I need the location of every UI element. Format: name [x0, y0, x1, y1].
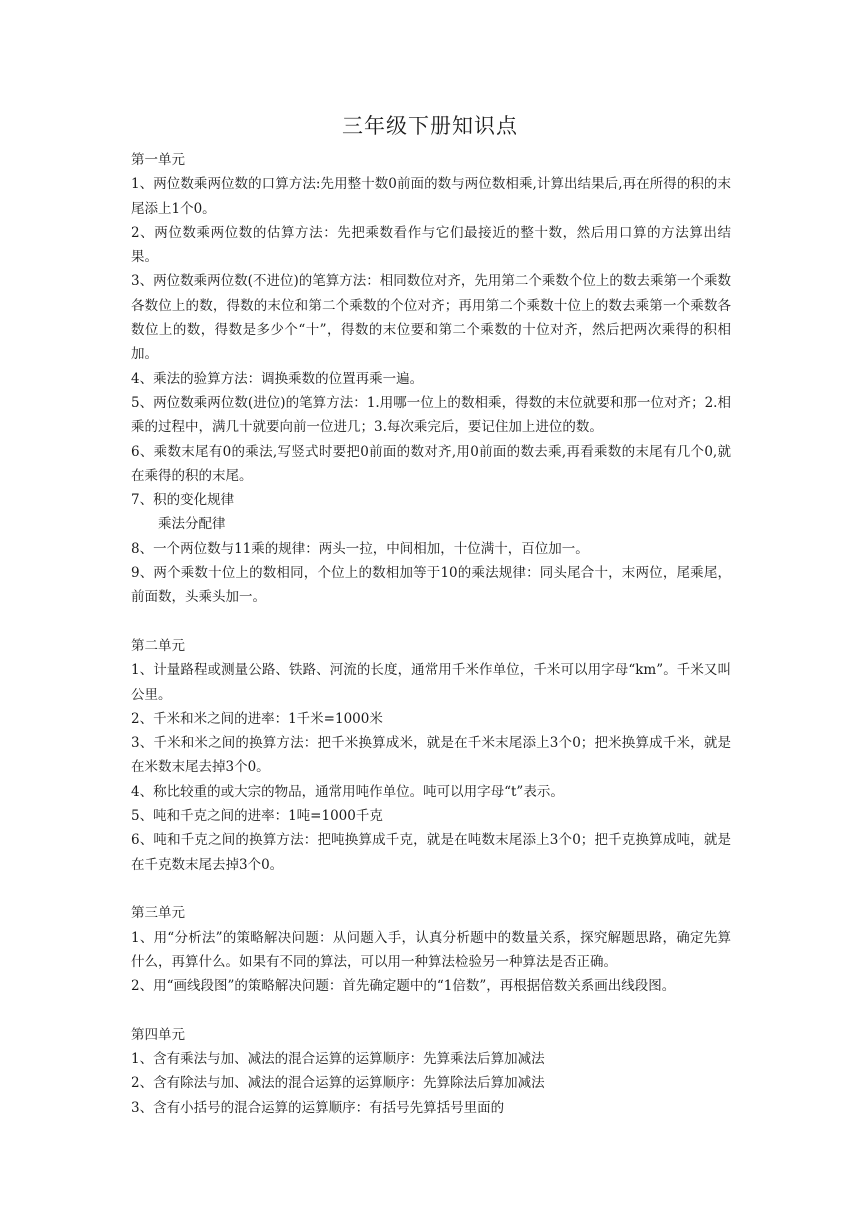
list-item: 5、吨和千克之间的进率：1吨=1000千克: [131, 808, 383, 825]
list-item: 1、计量路程或测量公路、铁路、河流的长度，通常用千米作单位，千米可以用字母“km”。千米又叫公里。: [131, 662, 731, 703]
section-heading: 第四单元: [131, 1026, 185, 1043]
list-item: 1、用“分析法”的策略解决问题：从问题入手，认真分析题中的数量关系，探究解题思路，确定先算什么，再算什么。如果有不同的算法，可以用一种算法检验另一种算法是否正确。: [131, 929, 731, 970]
list-item: 7、积的变化规律: [131, 492, 235, 509]
list-item: 3、含有小括号的混合运算的运算顺序：有括号先算括号里面的: [131, 1099, 505, 1116]
section-unit-1: [131, 148, 731, 610]
list-item-subtopic: 乘法分配律: [158, 516, 226, 533]
list-item: 4、乘法的验算方法：调换乘数的位置再乘一遍。: [131, 370, 424, 387]
list-item: 4、称比较重的或大宗的物品，通常用吨作单位。吨可以用字母“t”表示。: [131, 783, 564, 800]
list-item: 6、吨和千克之间的换算方法：把吨换算成千克，就是在吨数末尾添上3个0；把千克换算成吨，就是在千克数末尾去掉3个0。: [131, 832, 731, 873]
section-unit-4: [131, 1023, 731, 1120]
section-heading: 第三单元: [131, 905, 185, 922]
list-item: 3、千米和米之间的换算方法：把千米换算成米，就是在千米末尾添上3个0；把米换算成千米，就是在米数末尾去掉3个0。: [131, 735, 731, 776]
list-item: 2、用“画线段图”的策略解决问题：首先确定题中的“1倍数”，再根据倍数关系画出线段图。: [131, 978, 676, 995]
list-item: 8、一个两位数与11乘的规律：两头一拉，中间相加，十位满十，百位加一。: [131, 540, 589, 557]
list-item: 2、两位数乘两位数的估算方法：先把乘数看作与它们最接近的整十数，然后用口算的方法算出结果。: [131, 224, 731, 266]
section-heading: 第一单元: [131, 152, 185, 168]
document-title: 三年级下册知识点: [342, 114, 518, 138]
section-unit-2: [131, 634, 731, 877]
section-unit-3: [131, 901, 731, 998]
list-item: 2、千米和米之间的进率：1千米=1000米: [131, 710, 383, 727]
list-item: 1、含有乘法与加、减法的混合运算的运算顺序：先算乘法后算加减法: [131, 1050, 545, 1067]
document-body: [131, 148, 731, 1120]
list-item: 1、两位数乘两位数的口算方法:先用整十数0前面的数与两位数相乘,计算出结果后,再在所得的积的末尾添上1个0。: [131, 176, 731, 217]
list-item: 9、两个乘数十位上的数相同，个位上的数相加等于10的乘法规律：同头尾合十，末两位，尾乘尾，前面数，头乘头加一。: [131, 565, 731, 606]
list-item: 5、两位数乘两位数(进位)的笔算方法：1.用哪一位上的数相乘，得数的末位就要和那一位对齐；2.相乘的过程中，满几十就要向前一位进几；3.每次乘完后，要记住加上进位的数。: [131, 394, 731, 436]
list-item: 3、两位数乘两位数(不进位)的笔算方法：相同数位对齐，先用第二个乘数个位上的数去乘第一个乘数各数位上的数，得数的末位和第二个乘数的个位对齐；再用第二个乘数十位上的数去乘第一个乘数各数位上的数，得数是多少个“十”，得数的末位要和第二个乘数的十位对齐，然后把两次乘得的积相加。: [131, 273, 731, 363]
list-item: 2、含有除法与加、减法的混合运算的运算顺序：先算除法后算加减法: [131, 1075, 545, 1092]
list-item: 6、乘数末尾有0的乘法,写竖式时要把0前面的数对齐,用0前面的数去乘,再看乘数的末尾有几个0,就在乘得的积的末尾。: [131, 443, 732, 484]
section-heading: 第二单元: [131, 637, 185, 654]
